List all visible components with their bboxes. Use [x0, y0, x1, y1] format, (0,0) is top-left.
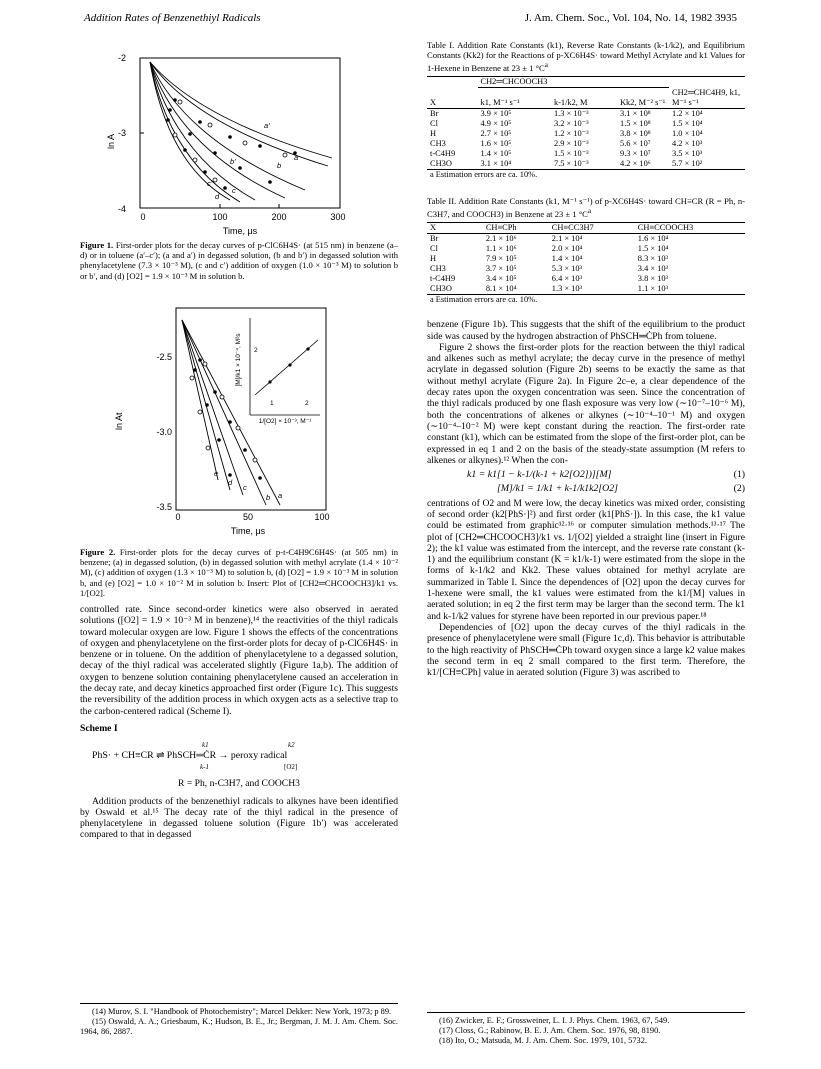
- table2-cell: CH3O: [430, 284, 452, 294]
- right-paragraph-3: centrations of O2 and M were low, the decay kinetics was mixed order, consisting of second order (k2[PhS·]²) and first order (k1[PhS·]). In this case, the k1 value could be estimated from graphic¹²·¹⁶ or computer simulation methods.¹³·¹⁷ The plot of [CH2═CHCOOCH3]/k1 vs. 1/[O2] yielded a straight line (insert in Figure 2); the k1 value was estimated from the intercept, and the reverse rate constant (k-1) and the equilibrium constant (K = k1/k-1) were estimated from the slope in the forms of k-1/k2 and Kk2. These values obtained for methyl acrylate are summarized in Table I. Since the dependences of [O2] upon the decay curves for 1-hexene were small, the k1 values were estimated from the k1/[M] values in aerated solution; in eq 2 the first term may be larger than the second term. The k1 and k-1/k2 values for styrene have been reported in our previous paper.¹⁸: [427, 497, 745, 622]
- left-paragraph-2: Addition products of the benzenethiyl radicals to alkynes have been identified by Oswald et al.¹⁵ The decay rate of the thiyl radical in the presence of phenylacetylene in degassed toluene solution (Figure 1b′) was accelerated compared to that in degassed: [80, 795, 398, 841]
- fig1-ytick: -4: [117, 204, 126, 214]
- fig1-open-points: [173, 100, 287, 182]
- table1-cell: 3.9 × 10⁵: [480, 108, 512, 118]
- fig1-points: [166, 98, 297, 190]
- table1-cell: 3.8 × 10⁸: [620, 128, 651, 138]
- running-header: [84, 12, 737, 28]
- table2-cell: 5.3 × 10³: [551, 264, 583, 274]
- table2-footnote: a Estimation errors are ca. 10%.: [430, 295, 538, 305]
- table1-cell: Br: [430, 108, 439, 118]
- table1-cell: 3.2 × 10⁻³: [553, 118, 589, 128]
- scheme-1: [80, 738, 398, 778]
- equation-2-number: (2): [733, 483, 745, 495]
- table1-header: Kk2, M⁻² s⁻¹: [620, 97, 666, 107]
- fig2-inset: [235, 318, 320, 425]
- scheme-k-1: k-1: [200, 763, 209, 772]
- table1-grid: [427, 76, 745, 180]
- equation-1-number: (1): [733, 469, 745, 481]
- table2-cell: 3.4 × 10⁵: [485, 274, 517, 284]
- right-column: [427, 40, 745, 678]
- table1-cell: t-C4H9: [430, 148, 456, 158]
- fig2-ytick: -3.0: [156, 427, 172, 437]
- fig2-inset-ylabel: [M]/k1 × 10⁻⁴, M²s: [235, 333, 242, 387]
- scheme-o2: [O2]: [284, 763, 298, 772]
- table2-cell: 1.1 × 10³: [637, 284, 669, 294]
- equation-1-text: k1 = k1[1 − k-1/(k-1 + k2[O2])][M]: [467, 469, 612, 481]
- table1-cell: 4.2 × 10⁶: [620, 158, 651, 168]
- fig2-inset-xtick: 1: [270, 400, 274, 407]
- fig2-inset-ytick: 2: [254, 347, 258, 354]
- table1-header: CH2═CHC4H9, k1, M⁻¹ s⁻¹: [672, 87, 741, 107]
- fig1-ylabel: ln A: [106, 133, 116, 149]
- footnote-14: (14) Murov, S. I. "Handbook of Photochemistry"; Marcel Dekker: New York, 1973; p 89.: [92, 1007, 392, 1016]
- table2-cell: 2.0 × 10⁴: [551, 244, 583, 254]
- table2-cell: 7.9 × 10⁵: [485, 254, 517, 264]
- fig1-xtick: 200: [271, 212, 287, 222]
- right-paragraph-1: benzene (Figure 1b). This suggests that the shift of the equilibrium to the product side was caused by the hydrogen abstraction of PhSCH═ĊPh from toluene.: [427, 319, 745, 342]
- table1-footnote: a Estimation errors are ca. 10%.: [430, 169, 538, 179]
- fig2-caption: First-order plots for the decay curves of p-t-C4H9C6H4S· (at 505 nm) in benzene; (a) in degassed solution, (b) in degassed solution with methyl acrylate (1.4 × 10⁻² M), (c) addition of oxygen (1.3 × 10⁻³ M) to solution b, (d) [O2] = 1.9 × 10⁻³ M in solution b, and (e) [O2] = 1.0 × 10⁻² M in solution b. Insert: Plot of [CH2═CHCOOCH3]/k1 vs. 1/[O2].: [80, 547, 399, 598]
- table1-cell: 7.5 × 10⁻³: [553, 158, 589, 168]
- table1-cell: 1.5 × 10⁻³: [553, 148, 589, 158]
- table1-title: Table I. Addition Rate Constants (k1), Reverse Rate Constants (k-1/k2), and Equilibrium Constants (Kk2) for the Reactions of p-XC6H4S· toward Methyl Acrylate and k1 Values for 1-Hexene in Benzene at 23 ± 1 °C: [427, 40, 745, 74]
- fig1-ticks: [140, 133, 282, 208]
- table2-cell: 3.4 × 10³: [637, 264, 669, 274]
- fig1-curve-label: c': [207, 179, 213, 188]
- table2-cell: 1.5 × 10⁴: [637, 244, 669, 254]
- table1-cell: 1.5 × 10⁴: [672, 118, 703, 128]
- table1-cell: 1.2 × 10⁻³: [553, 128, 589, 138]
- fig1-curve-label: d: [215, 192, 220, 201]
- fig1-caption: First-order plots for the decay curves of p-ClC6H4S· (at 515 nm) in benzene (a–d) or in toluene (a′–c′); (a and a′) in degassed solution, (b and b′) in degassed solution with phenylacetylene (7.3 × 10⁻³ M), (c and c′) addition of oxygen (1.0 × 10⁻³ M) to solution b or b′, and (d) [O2] = 1.9 × 10⁻³ M in solution b.: [80, 240, 398, 281]
- fig1-curve-label: a: [294, 153, 299, 162]
- table1-cell: 1.6 × 10⁵: [480, 138, 512, 148]
- table1-title-sup: a: [544, 61, 548, 70]
- fig2-ylabel: ln At: [114, 412, 124, 430]
- footnotes-left: [80, 1007, 398, 1037]
- fig1-curve-label: b: [277, 161, 282, 170]
- table2-cell: 3.8 × 10³: [637, 274, 669, 284]
- table1-cell: 3.5 × 10³: [672, 148, 703, 158]
- table1-cell: 1.0 × 10⁴: [672, 128, 703, 138]
- fig1-xlabel: Time, μs: [222, 226, 258, 236]
- table1-cell: 3.1 × 10⁸: [620, 108, 651, 118]
- fig1-ytick: -2: [117, 53, 126, 63]
- fig1-xtick: 0: [140, 212, 146, 222]
- table2-cell: 6.4 × 10³: [551, 274, 583, 284]
- fig2-inset-xlabel: 1/[O2] × 10⁻³, M⁻¹: [258, 418, 312, 425]
- table2-cell: 8.3 × 10³: [637, 254, 669, 264]
- scheme-k2: k2: [288, 741, 295, 750]
- table1-header: k1, M⁻¹ s⁻¹: [480, 97, 520, 107]
- left-paragraph-1: controlled rate. Since second-order kinetics were also observed in aerated solutions ([O2] = 1.9 × 10⁻³ M in benzene),¹⁴ the reactivities of the thiyl radicals toward molecular oxygen are low. Figure 1 shows the effects of the concentrations of oxygen and phenylacetylene on the first-order plots for decay of p-ClC6H4S· in benzene or in toluene. On the addition of phenylacetylene to a degassed solution, decay of the thiyl radical was accelerated slightly (Figure 1a,b). The addition of oxygen to benzene solution containing phenylacetylene caused an acceleration in the decay rate, and decay kinetics approached first order (Figure 1c). This suggests the reversibility of the addition process in which oxygen acts as a selective trap to the carbon-centered radical (Scheme I).: [80, 604, 398, 717]
- equation-1: [467, 469, 745, 480]
- table2-cell: t-C4H9: [430, 274, 456, 284]
- fig1-curve-label: c: [232, 186, 236, 195]
- footnotes-right: [427, 1016, 745, 1046]
- table2-cell: Cl: [430, 244, 438, 254]
- table2-header: CH≡CCOOCH3: [637, 223, 694, 233]
- table1-cell: 9.3 × 10⁷: [620, 148, 651, 158]
- fig1-curve-label: a': [264, 121, 270, 130]
- header-journal: J. Am. Chem. Soc., Vol. 104, No. 14, 1982 3935: [524, 12, 737, 24]
- fig2-xtick: 50: [242, 512, 254, 522]
- figure-1-caption-wrap: [80, 240, 398, 281]
- table2-cell: 3.7 × 10⁵: [485, 264, 517, 274]
- fig1-xtick: 300: [330, 212, 346, 222]
- table2-header: CH≡CC3H7: [551, 223, 594, 233]
- table2-cell: 8.1 × 10⁴: [485, 284, 517, 294]
- table2-cell: 1.1 × 10⁶: [485, 244, 517, 254]
- table2-cell: 2.1 × 10⁴: [551, 234, 583, 244]
- table1-cell: 1.3 × 10⁻³: [553, 108, 589, 118]
- table2-header: CH≡CPh: [485, 223, 517, 233]
- scheme-k1: k1: [202, 741, 209, 750]
- table2-cell: CH3: [430, 264, 446, 274]
- table2-grid: [427, 222, 745, 305]
- table1-cell: 1.4 × 10⁵: [480, 148, 512, 158]
- figure-2: [80, 300, 398, 600]
- fig1-curve-label: b': [230, 157, 236, 166]
- footnote-rule-left: [80, 1003, 398, 1004]
- fig2-points: [193, 358, 262, 480]
- fig1-frame: [140, 58, 340, 208]
- fig2-curve-label: e: [214, 469, 219, 478]
- fig2-caption-label: Figure 2.: [80, 547, 116, 557]
- table2-cell: 1.3 × 10³: [551, 284, 583, 294]
- scheme-title: Scheme I: [80, 722, 118, 734]
- fig2-xtick: 100: [314, 512, 330, 522]
- fig1-caption-label: Figure 1.: [80, 240, 114, 250]
- table1-cell: Cl: [430, 118, 438, 128]
- scheme-r-def: R = Ph, n-C3H7, and COOCH3: [178, 778, 300, 790]
- table2-cell: 1.6 × 10⁴: [637, 234, 669, 244]
- footnote-rule-right: [427, 1012, 745, 1013]
- table1-cell: 5.7 × 10²: [672, 158, 703, 168]
- fig2-curve-label: c: [243, 483, 247, 492]
- fig2-frame: [176, 308, 326, 510]
- scheme-equation: PhS· + CH≡CR ⇌ PhSCH═ĊR → peroxy radical: [92, 750, 288, 762]
- footnote-18: (18) Ito, O.; Matsuda, M. J. Am. Chem. Soc. 1979, 101, 5732.: [439, 1036, 647, 1045]
- table1-cell: 4.2 × 10³: [672, 138, 703, 148]
- table1-cell: 1.5 × 10⁸: [620, 118, 651, 128]
- table-2: [427, 196, 745, 305]
- footnote-15: (15) Oswald, A. A.; Griesbaum, K.; Hudson, B. E., Jr.; Bergman, J. M. J. Am. Chem. Soc. 1964, 86, 2887.: [80, 1017, 398, 1036]
- fig2-curve-label: a: [278, 491, 283, 500]
- fig2-inset-xtick: 2: [305, 400, 309, 407]
- right-paragraph-4: Dependencies of [O2] upon the decay curves of the thiyl radicals in the presence of phenylacetylene were small (Figure 1c,d). This behavior is attributable to the high reactivity of PhSCH═ĊPh toward oxygen since a large k2 value makes the second term in eq 2 small compared to the first term. Therefore, the k1/[CH≡CPh] value in aerated solution (Figure 3) was ascribed to: [427, 621, 745, 679]
- table2-title-sup: a: [587, 207, 592, 216]
- right-paragraph-2: Figure 2 shows the first-order plots for the reaction between the thiyl radical and alkenes such as methyl acrylate; the decay curve in the presence of methyl acrylate in degassed solution (Figure 2b) seems to be exactly the same as that without methyl acrylate (Figure 2a). In Figure 2c–e, a clear dependence of the decay rates upon the oxygen concentration was seen. Since the concentration of the thiyl radicals produced by one flash exposure was very low (∼10⁻⁷–10⁻⁶ M), both the concentrations of alkenes or alkynes (∼10⁻⁴–10⁻¹ M) and oxygen (∼10⁻⁴–10⁻² M) were kept constant during the reaction. The first-order rate constant (k1), which can be estimated from the slope of the first-order plot, can be expressed in eq 1 and 2 on the basis of the steady-state assumption (M refers to alkenes or alkynes).¹² When the con-: [427, 341, 745, 466]
- table2-header: X: [430, 223, 437, 233]
- table1-cell: CH3O: [430, 158, 452, 168]
- fig2-curve-label: d: [228, 478, 233, 487]
- equation-2-text: [M]/k1 = 1/k1 + k-1/k1k2[O2]: [497, 483, 618, 495]
- table-1: [427, 40, 745, 180]
- fig1-xtick: 100: [212, 212, 228, 222]
- fig1-ytick: -3: [117, 128, 126, 138]
- figure-2-caption-wrap: [80, 547, 398, 598]
- table2-title: Table II. Addition Rate Constants (k1, M⁻¹ s⁻¹) of p-XC6H4S· toward CH≡CR (R = Ph, n-C3H7, and COOCH3) in Benzene at 23 ± 1 °C: [427, 195, 745, 220]
- footnote-16: (16) Zwicker, E. F.; Grossweiner, L. I. J. Phys. Chem. 1963, 67, 549.: [439, 1016, 670, 1025]
- table1-cell: 2.9 × 10⁻³: [553, 138, 589, 148]
- table1-cell: H: [430, 128, 437, 138]
- table1-header: k-1/k2, M: [553, 97, 588, 107]
- footnote-17: (17) Closs, G.; Rabinow, B. E. J. Am. Chem. Soc. 1976, 98, 8190.: [439, 1026, 661, 1035]
- header-title: Addition Rates of Benzenethiyl Radicals: [84, 12, 261, 24]
- equation-2: [497, 483, 745, 494]
- table1-cell: 3.1 × 10⁴: [480, 158, 512, 168]
- left-column: [80, 40, 398, 841]
- table2-cell: H: [430, 254, 437, 264]
- table2-cell: 2.1 × 10⁶: [485, 234, 517, 244]
- fig2-ytick: -2.5: [156, 352, 172, 362]
- table2-cell: Br: [430, 234, 439, 244]
- table1-cell: 5.6 × 10⁷: [620, 138, 651, 148]
- table1-header: X: [430, 97, 437, 107]
- table1-cell: 4.9 × 10⁵: [480, 118, 512, 128]
- fig2-curve-label: b: [266, 493, 271, 502]
- fig2-xtick: 0: [175, 512, 181, 522]
- table1-cell: 2.7 × 10⁵: [480, 128, 512, 138]
- fig2-ytick: -3.5: [156, 502, 172, 512]
- figure-2-plot: [80, 300, 398, 540]
- figure-1: [80, 40, 398, 280]
- table1-group-header: CH2═CHCOOCH3: [478, 77, 669, 88]
- table1-cell: CH3: [430, 138, 446, 148]
- table2-cell: 1.4 × 10⁴: [551, 254, 583, 264]
- fig1-curves: [150, 62, 332, 202]
- table1-cell: 1.2 × 10⁴: [672, 108, 703, 118]
- fig2-xlabel: Time, μs: [230, 526, 266, 536]
